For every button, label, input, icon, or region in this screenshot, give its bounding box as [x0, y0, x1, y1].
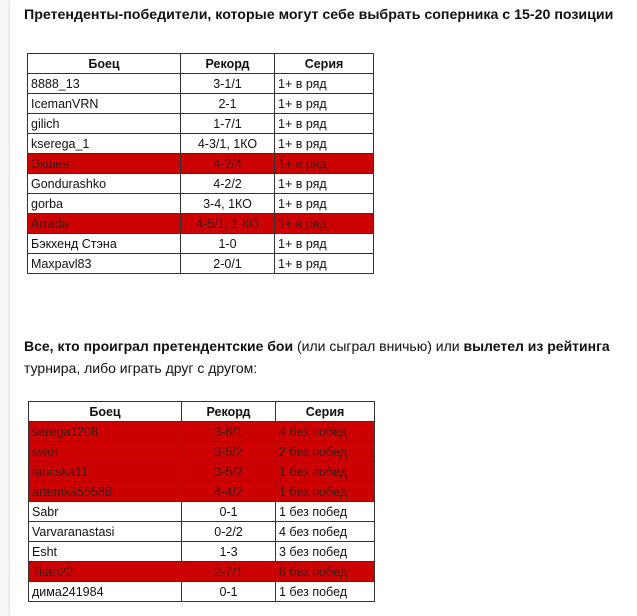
table-row	[28, 254, 374, 274]
table-row	[28, 114, 374, 134]
table-row	[28, 214, 374, 234]
table-row	[28, 74, 374, 94]
series-cell: 1+ в ряд	[275, 214, 374, 234]
record-cell: 4-3/1, 1КО	[181, 134, 275, 154]
record-cell: 1-3	[182, 542, 276, 562]
fighter-cell: gilich	[28, 114, 181, 134]
paragraph-normal-1: (или сыграл вничью) или	[293, 338, 464, 354]
table-header-row	[29, 402, 375, 422]
record-cell: 4-5/1, 1 КО	[181, 214, 275, 234]
table-row	[28, 174, 374, 194]
winners-table	[27, 53, 374, 274]
series-cell: 2 без побед	[276, 442, 375, 462]
content-page	[10, 0, 637, 616]
fighter-cell: Sabr	[29, 502, 182, 522]
table-row	[28, 134, 374, 154]
series-cell: 4 без побед	[276, 522, 375, 542]
fighter-cell: artemka55588	[29, 482, 182, 502]
record-cell: 0-1	[182, 502, 276, 522]
series-cell: 1 без побед	[276, 482, 375, 502]
column-header-series: Серия	[276, 402, 375, 422]
series-cell: 1+ в ряд	[275, 94, 374, 114]
record-cell: 2-7/1	[182, 562, 276, 582]
series-cell: 1+ в ряд	[275, 134, 374, 154]
paragraph-line-2: турнира, либо играть друг с другом:	[24, 359, 258, 376]
series-cell: 3 без побед	[276, 542, 375, 562]
column-header-series: Серия	[275, 54, 374, 74]
table-row	[29, 502, 375, 522]
section-paragraph-losers	[24, 336, 637, 379]
record-cell: 1-0	[181, 234, 275, 254]
series-cell: 1+ в ряд	[275, 74, 374, 94]
series-cell: 1+ в ряд	[275, 114, 374, 134]
column-header-fighter: Боец	[28, 54, 181, 74]
fighter-cell: дима241984	[29, 582, 182, 602]
table-row	[28, 234, 374, 254]
paragraph-line-1	[24, 336, 637, 358]
series-cell: 1+ в ряд	[275, 154, 374, 174]
fighter-cell: Titan22	[29, 562, 182, 582]
record-cell: 4-4/2	[182, 482, 276, 502]
fighter-cell: IcemanVRN	[28, 94, 181, 114]
record-cell: 3-6/1	[182, 422, 276, 442]
paragraph-bold-2: вылетел из рейтинга	[463, 338, 610, 354]
series-cell: 1 без побед	[276, 502, 375, 522]
record-cell: 1-7/1	[181, 114, 275, 134]
record-cell: 2-1	[181, 94, 275, 114]
series-cell: 1+ в ряд	[275, 254, 374, 274]
fighter-cell: kserega_1	[28, 134, 181, 154]
table-row	[29, 462, 375, 482]
fighter-cell: Varvaranastasi	[29, 522, 182, 542]
record-cell: 3-5/2	[182, 442, 276, 462]
series-cell: 6 без побед	[276, 562, 375, 582]
fighter-cell: Arrada	[28, 214, 181, 234]
record-cell: 3-4, 1КО	[181, 194, 275, 214]
fighter-cell: swot	[29, 442, 182, 462]
column-header-record: Рекорд	[181, 54, 275, 74]
series-cell: 1+ в ряд	[275, 194, 374, 214]
table-row	[29, 542, 375, 562]
record-cell: 4-2/4	[181, 154, 275, 174]
fighter-cell: serega1208	[29, 422, 182, 442]
column-header-record: Рекорд	[182, 402, 276, 422]
fighter-cell: Бэкхенд Стэна	[28, 234, 181, 254]
table-row	[29, 522, 375, 542]
fighter-cell: fancska11	[29, 462, 182, 482]
fighter-cell: Esht	[29, 542, 182, 562]
fighter-cell: gorba	[28, 194, 181, 214]
series-cell: 4 без побед	[276, 422, 375, 442]
record-cell: 0-1	[182, 582, 276, 602]
table-row	[29, 562, 375, 582]
record-cell: 4-2/2	[181, 174, 275, 194]
table-row	[28, 154, 374, 174]
record-cell: 3-5/2	[182, 462, 276, 482]
record-cell: 3-1/1	[181, 74, 275, 94]
table-row	[29, 442, 375, 462]
fighter-cell: Gondurashko	[28, 174, 181, 194]
table-row	[28, 194, 374, 214]
section-heading-winners: Претенденты-победители, которые могут себе выбрать соперника с 15-20 позиции	[24, 7, 614, 23]
paragraph-bold-1: Все, кто проиграл претендентские бои	[24, 338, 294, 354]
table-header-row	[28, 54, 374, 74]
table-row	[28, 94, 374, 114]
fighter-cell: 8888_13	[28, 74, 181, 94]
column-header-fighter: Боец	[29, 402, 182, 422]
series-cell: 1+ в ряд	[275, 174, 374, 194]
series-cell: 1 без побед	[276, 582, 375, 602]
table-row	[29, 582, 375, 602]
losers-table	[28, 401, 375, 602]
record-cell: 2-0/1	[181, 254, 275, 274]
fighter-cell: Maxpavl83	[28, 254, 181, 274]
table-row	[29, 422, 375, 442]
series-cell: 1 без побед	[276, 462, 375, 482]
table-row	[29, 482, 375, 502]
record-cell: 0-2/2	[182, 522, 276, 542]
fighter-cell: Экшен	[28, 154, 181, 174]
series-cell: 1+ в ряд	[275, 234, 374, 254]
